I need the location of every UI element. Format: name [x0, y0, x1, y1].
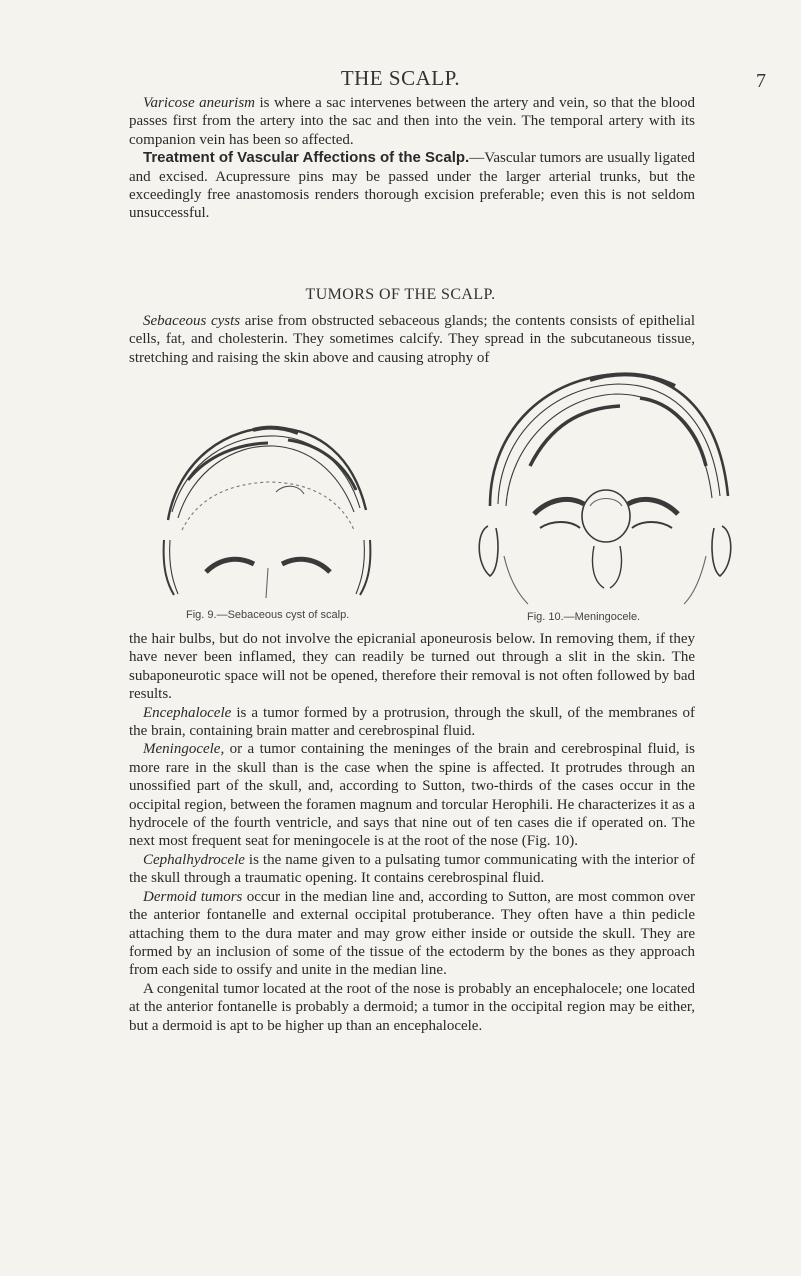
paragraph-encephalocele — [129, 704, 695, 741]
section-title-tumors: TUMORS OF THE SCALP. — [305, 286, 496, 303]
page-number: 7 — [756, 70, 766, 92]
term-varicose-aneurism: Varicose aneurism — [143, 95, 255, 111]
paragraph-text: or a tumor containing the meninges of the brain and cerebrospinal fluid, is more rare in the skull than is the case when the spine is affected. It protrudes through an unossified part of the skull, and, according to Sutton, two-thirds of the cases occur in the occipital region, between the foramen magnum and torcular Herophili. He characterizes it as a hydrocele of the fourth ventricle, and says that nine out of ten cases die if operated on. The next most frequent seat for meningocele is at the root of the nose (Fig. 10). — [129, 741, 696, 850]
paragraph-varicose-aneurism — [129, 94, 695, 149]
paragraph-congenital-tumor: A congenital tumor located at the root of the nose is probably an encephalocele; one located at the anterior fontanelle is probably a dermoid; a tumor in the occipital region may be either, but a dermoid is apt to be higher up than an encephalocele. — [129, 980, 695, 1034]
paragraph-treatment — [129, 149, 695, 223]
figure-9-illustration — [158, 400, 380, 600]
running-title: THE SCALP. — [340, 66, 461, 90]
figure-9-caption: Fig. 9.—Sebaceous cyst of scalp. — [186, 609, 350, 621]
term-sebaceous-cysts: Sebaceous cysts — [143, 313, 241, 329]
figure-10-illustration — [470, 356, 740, 606]
top-section — [129, 94, 695, 223]
term-encephalocele: Encephalocele — [143, 704, 232, 721]
paragraph-dermoid-tumors — [129, 888, 695, 980]
paragraph-meningocele — [129, 740, 695, 850]
lower-section — [129, 630, 695, 1035]
paragraph-cephalhydrocele — [129, 851, 695, 888]
term-cephalhydrocele: Cephalhydrocele — [143, 851, 245, 868]
figure-10-caption: Fig. 10.—Meningocele. — [527, 611, 641, 623]
paragraph-text: is the name given to a pulsating tumor communicating with the interior of the skull through a traumatic opening. It contains cerebrospinal fluid. — [129, 851, 695, 887]
paragraph-text: is a tumor formed by a protrusion, through the skull, of the membranes of the brain, containing brain matter and cerebrospinal fluid. — [129, 704, 695, 740]
paragraph-text: arise from obstructed sebaceous glands; the contents consists of epithelial cells, fat, and cholesterin. They sometimes calcify. They spread in the subcutaneous tissue, stretching and raising the skin above and causing atrophy of — [129, 313, 696, 366]
paragraph-hair-bulbs: the hair bulbs, but do not involve the epicranial aponeurosis below. In removing them, if they have never been inflamed, they can readily be turned out through a slit in the skin. The subaponeurotic space will not be opened, therefore their removal is not often followed by bad results. — [129, 631, 695, 703]
term-meningocele: Meningocele, — [143, 741, 225, 758]
paragraph-text: occur in the median line and, according to Sutton, are most common over the anterior fontanelle and external occipital protuberance. They often have a thin pedicle attaching them to the dura mater and may grow either inside or outside the skull. They are formed by an inclusion of some of the tissue of the ectoderm by the bones as they approach from each side to ossify and unite in the median line. — [129, 888, 695, 979]
term-dermoid-tumors: Dermoid tumors — [143, 888, 243, 905]
paragraph-text: —Vascular tumors are usually ligated and excised. Acupressure pins may be passed under the larger arterial trunks, but the exceedingly free anastomosis renders thorough excision preferable; even this is not seldom unsuccessful. — [129, 150, 695, 222]
paragraph-text: is where a sac intervenes between the artery and vein, so that the blood passes first from the artery into the sac and then into the vein. The temporal artery with its companion vein has been so affected. — [129, 95, 695, 148]
treatment-heading: Treatment of Vascular Affections of the Scalp. — [143, 149, 470, 167]
